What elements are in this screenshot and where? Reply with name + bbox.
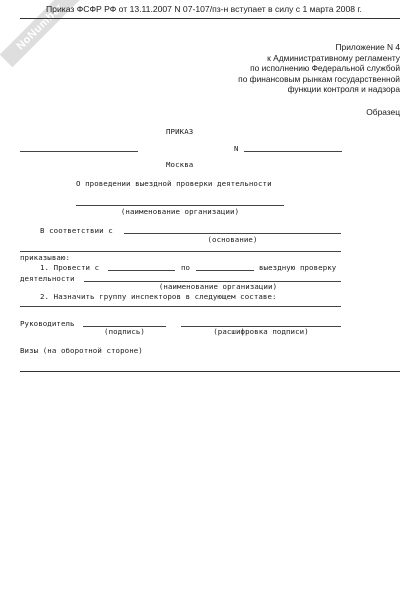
item-1-mid: по: [181, 263, 191, 272]
item-1-to-line: [196, 270, 254, 271]
basis-caption: (основание): [207, 235, 258, 244]
appendix-line-3: по исполнению Федеральной службой: [250, 63, 400, 74]
appendix-line-1: Приложение N 4: [335, 42, 400, 52]
date-line: [20, 151, 138, 152]
decode-caption: (расшифровка подписи): [213, 327, 309, 336]
order-word: приказываю:: [20, 253, 71, 262]
appendix-block: [238, 42, 400, 95]
item-1-cont: деятельности: [20, 274, 75, 283]
appendix-line-4: по финансовым рынкам государственной: [238, 73, 400, 84]
head-label: Руководитель: [20, 319, 75, 328]
inspectors-line: [20, 306, 341, 307]
header-note: Приказ ФСФР РФ от 13.11.2007 N 07-107/пз-н вступает в силу с 1 марта 2008 г.: [46, 4, 362, 14]
city: Москва: [166, 160, 194, 169]
org-caption-1: (наименование организации): [120, 207, 240, 216]
order-subject: О проведении выездной проверки деятельности: [76, 179, 272, 188]
item-1-prefix: 1. Провести с: [40, 263, 100, 272]
signature-caption: (подпись): [104, 327, 145, 336]
according-label: В соответствии с: [40, 226, 113, 235]
basis-line: [124, 233, 341, 234]
item-1-from-line: [108, 270, 175, 271]
appendix-line-2: к Административному регламенту: [267, 52, 400, 63]
header-rule: [20, 18, 400, 19]
footer-rule: [20, 371, 400, 372]
item-2: 2. Назначить группу инспекторов в следующем составе:: [40, 292, 277, 301]
visas-note: Визы (на оборотной стороне): [20, 346, 143, 355]
appendix-line-5: функции контроля и надзора: [287, 84, 400, 95]
item-1-suffix: выездную проверку: [259, 263, 337, 272]
number-line: [244, 151, 342, 152]
org-caption-2: (наименование организации): [158, 282, 278, 291]
doc-title: ПРИКАЗ: [166, 127, 194, 136]
number-label: N: [234, 144, 239, 153]
watermark-ribbon: NoNumber: [0, 0, 80, 67]
org-line-1: [76, 205, 284, 206]
sample-label: Образец: [366, 107, 400, 117]
basis-line-2: [20, 251, 341, 252]
